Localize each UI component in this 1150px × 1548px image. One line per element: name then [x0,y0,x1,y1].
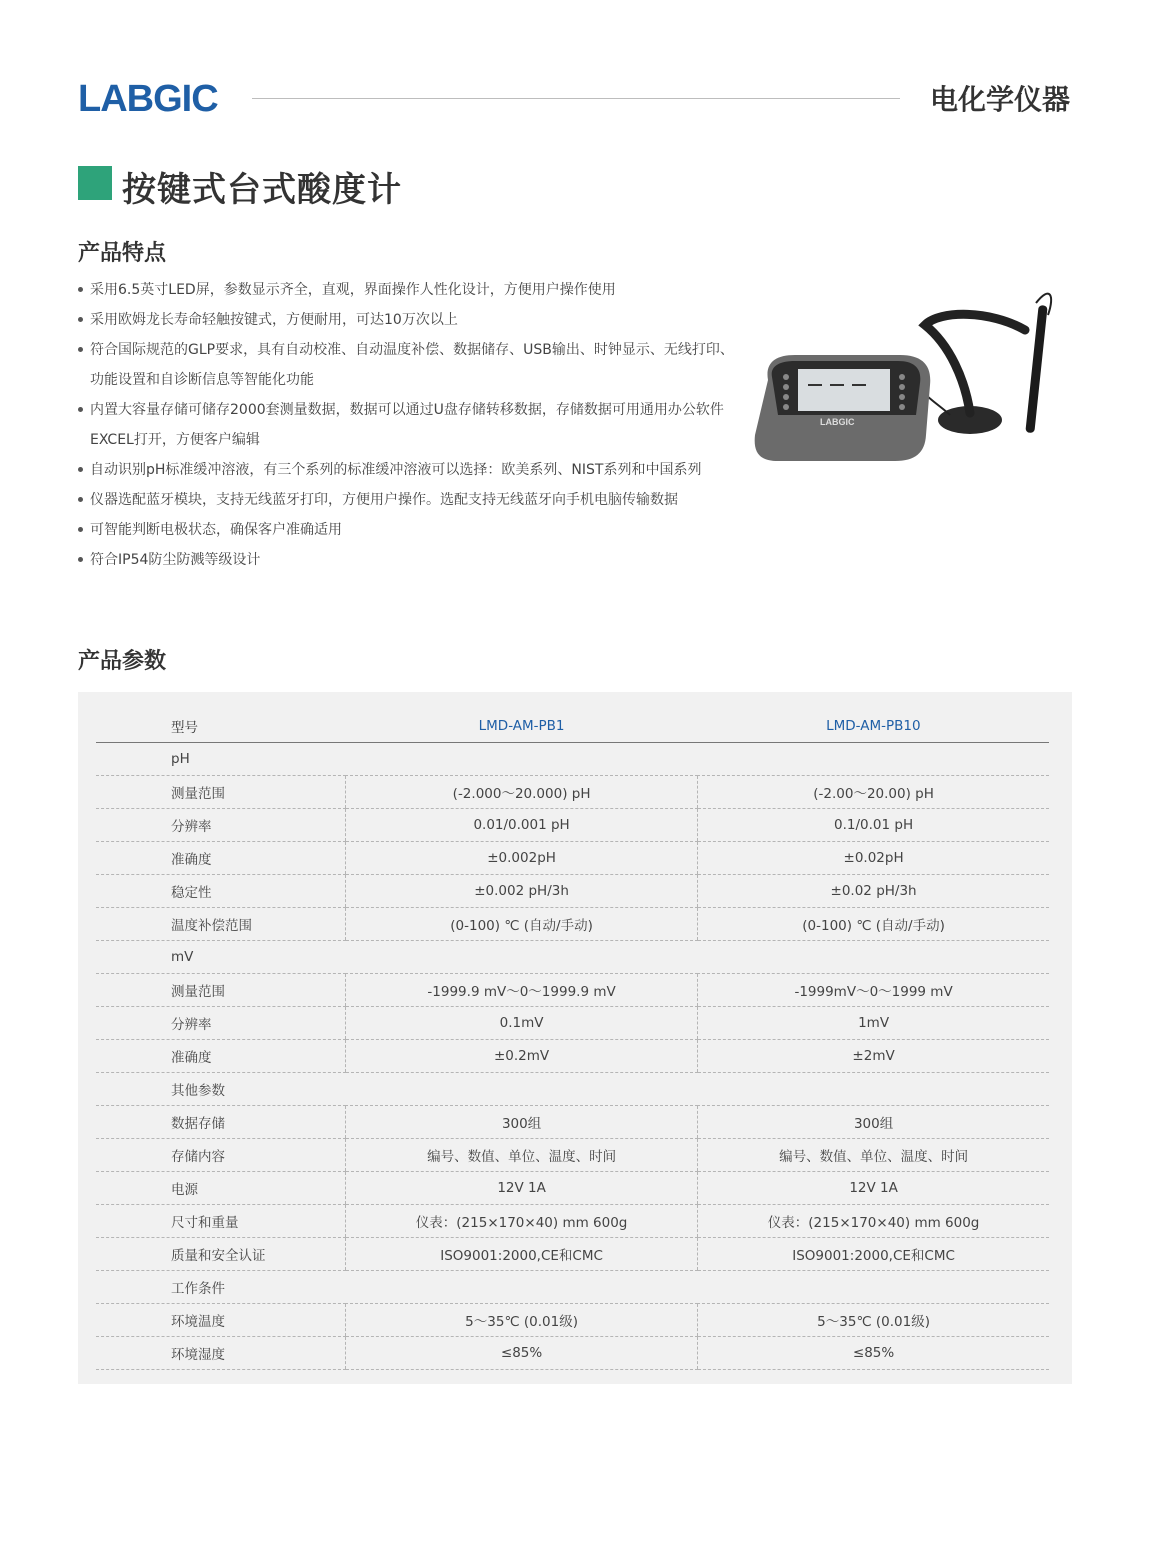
page-title: 按键式台式酸度计 [122,170,402,210]
param-value: ≤85% [698,1337,1049,1370]
meter-button [783,384,789,390]
feature-item: 采用6.5英寸LED屏，参数显示齐全，直观，界面操作人性化设计，方便用户操作使用 [78,275,738,305]
table-row [96,1304,1049,1337]
features-list [78,275,738,575]
param-value: 仪表：(215×170×40) mm 600g [698,1205,1049,1238]
feature-item: 仪器选配蓝牙模块，支持无线蓝牙打印，方便用户操作。选配支持无线蓝牙向手机电脑传输数据 [78,485,738,515]
table-row [96,875,1049,908]
param-value: ≤85% [346,1337,698,1370]
params-table [96,710,1049,1370]
title-marker [78,166,112,200]
param-label: 环境温度 [96,1304,346,1337]
param-value: 300组 [346,1106,698,1139]
param-value: ±0.02 pH/3h [698,875,1049,908]
meter-button [899,374,905,380]
param-label: 分辨率 [96,1007,346,1040]
param-value: ISO9001:2000,CE和CMC [698,1238,1049,1271]
table-row [96,809,1049,842]
params-heading: 产品参数 [78,649,167,674]
meter-screen [798,369,890,411]
param-value: (-2.00～20.00) pH [698,776,1049,809]
table-row [96,1238,1049,1271]
header-divider [252,98,900,99]
features-heading: 产品特点 [78,241,167,266]
group-row [96,1271,1049,1304]
param-value: (0-100) ℃ (自动/手动) [698,908,1049,941]
meter-button [783,404,789,410]
meter-button [899,384,905,390]
param-label: 质量和安全认证 [96,1238,346,1271]
feature-item: 采用欧姆龙长寿命轻触按键式，方便耐用，可达10万次以上 [78,305,738,335]
param-value: ±0.2mV [346,1040,698,1073]
param-label: 稳定性 [96,875,346,908]
feature-item: 符合国际规范的GLP要求，具有自动校准、自动温度补偿、数据储存、USB输出、时钟显示、无线打印、功能设置和自诊断信息等智能化功能 [78,335,738,395]
table-row [96,1040,1049,1073]
table-row [96,842,1049,875]
param-label: 测量范围 [96,974,346,1007]
group-title: 工作条件 [96,1271,1049,1304]
param-label: 温度补偿范围 [96,908,346,941]
electrode [1025,305,1047,433]
param-value: 12V 1A [698,1172,1049,1205]
group-title: 其他参数 [96,1073,1049,1106]
param-value: 5～35℃ (0.01级) [698,1304,1049,1337]
params-table-body [96,743,1049,1370]
param-value: 1mV [698,1007,1049,1040]
param-label: 数据存储 [96,1106,346,1139]
table-row [96,908,1049,941]
param-value: 0.1mV [346,1007,698,1040]
param-value: (-2.000～20.000) pH [346,776,698,809]
param-value: 12V 1A [346,1172,698,1205]
param-label: 准确度 [96,1040,346,1073]
param-label: 电源 [96,1172,346,1205]
group-row [96,1073,1049,1106]
feature-item: 内置大容量存储可储存2000套测量数据，数据可以通过U盘存储转移数据，存储数据可用通用办公软件EXCEL打开，方便客户编辑 [78,395,738,455]
table-row [96,1172,1049,1205]
table-row [96,974,1049,1007]
param-value: 300组 [698,1106,1049,1139]
param-value: ±0.002 pH/3h [346,875,698,908]
table-row [96,1337,1049,1370]
table-row [96,776,1049,809]
group-row [96,941,1049,974]
param-value: ISO9001:2000,CE和CMC [346,1238,698,1271]
param-value: 编号、数值、单位、温度、时间 [698,1139,1049,1172]
param-value: (0-100) ℃ (自动/手动) [346,908,698,941]
meter-button [783,374,789,380]
param-label: 准确度 [96,842,346,875]
param-value: ±2mV [698,1040,1049,1073]
table-row [96,1007,1049,1040]
param-value: 0.1/0.01 pH [698,809,1049,842]
param-value: 仪表：(215×170×40) mm 600g [346,1205,698,1238]
electrode-arm [925,314,1025,413]
param-label: 尺寸和重量 [96,1205,346,1238]
param-value: 5～35℃ (0.01级) [346,1304,698,1337]
table-header-row [96,710,1049,743]
table-row [96,1139,1049,1172]
meter-button [899,394,905,400]
param-value: 0.01/0.001 pH [346,809,698,842]
meter-button [783,394,789,400]
model-name: LMD-AM-PB10 [698,710,1049,743]
group-title: pH [96,743,1049,776]
feature-item: 符合IP54防尘防溅等级设计 [78,545,738,575]
meter-brand-label: LABGIC [820,417,855,427]
feature-item: 自动识别pH标准缓冲溶液，有三个系列的标准缓冲溶液可以选择：欧美系列、NIST系列和中国系列 [78,455,738,485]
table-row [96,1205,1049,1238]
param-label: 存储内容 [96,1139,346,1172]
group-row [96,743,1049,776]
param-value: ±0.002pH [346,842,698,875]
params-panel [78,692,1072,1384]
model-name: LMD-AM-PB1 [346,710,698,743]
table-row [96,1106,1049,1139]
param-value: -1999mV～0～1999 mV [698,974,1049,1007]
param-label: 分辨率 [96,809,346,842]
param-value: -1999.9 mV～0～1999.9 mV [346,974,698,1007]
meter-button [899,404,905,410]
param-value: ±0.02pH [698,842,1049,875]
param-value: 编号、数值、单位、温度、时间 [346,1139,698,1172]
group-title: mV [96,941,1049,974]
model-header-label: 型号 [96,710,346,743]
category-title: 电化学仪器 [929,83,1070,116]
param-label: 测量范围 [96,776,346,809]
product-image [750,285,1070,475]
param-label: 环境湿度 [96,1337,346,1370]
feature-item: 可智能判断电极状态，确保客户准确适用 [78,515,738,545]
brand-logo: LABGIC [78,78,218,120]
